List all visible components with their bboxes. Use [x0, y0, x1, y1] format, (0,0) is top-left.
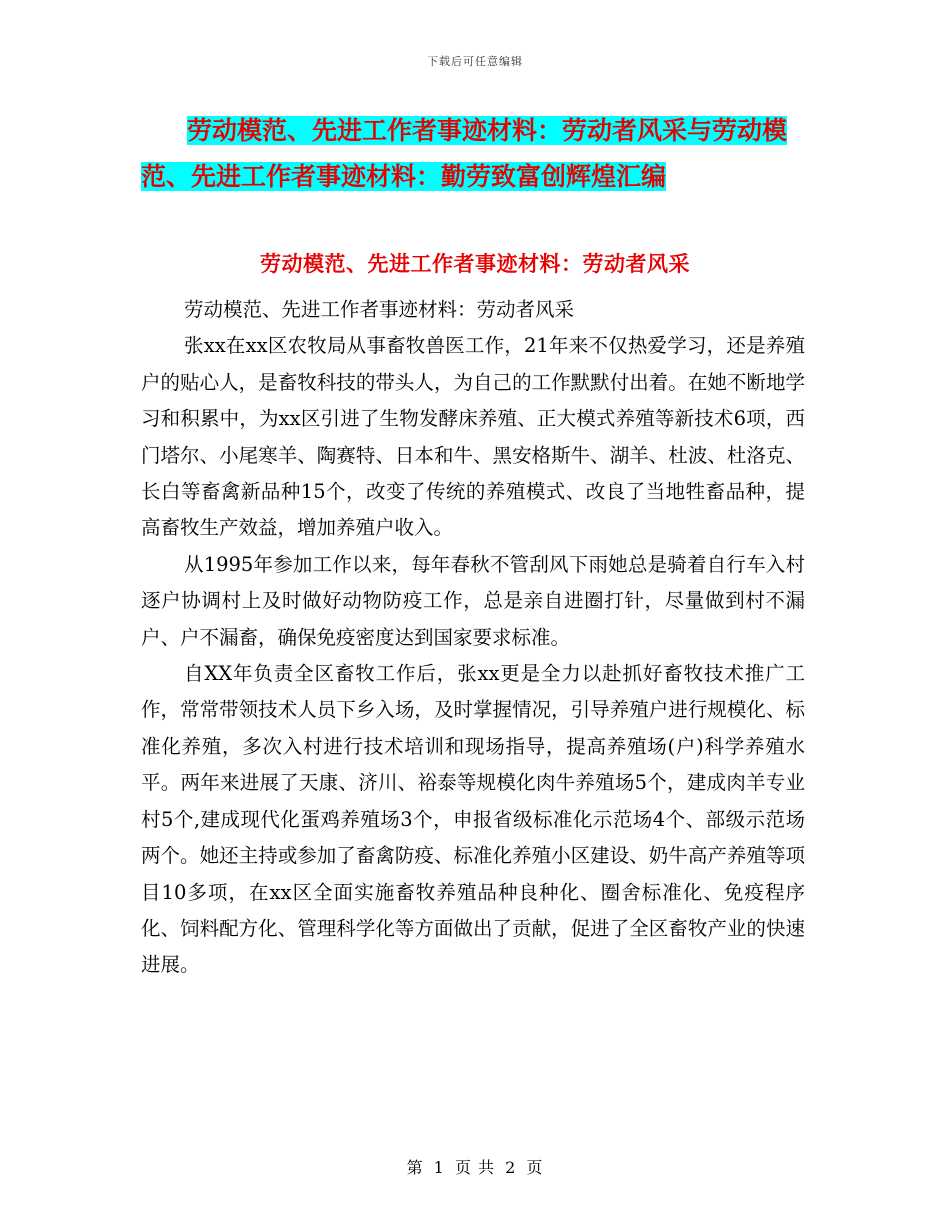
footer-suffix: 页	[526, 1158, 544, 1177]
paragraph: 从1995年参加工作以来，每年春秋不管刮风下雨她总是骑着自行车入村逐户协调村上及时做好动物防疫工作，总是亲自进圈打针，尽量做到村不漏户、户不漏畜，确保免疫密度达到国家要求标准。	[141, 552, 805, 649]
header-note: 下载后可任意编辑	[427, 55, 523, 68]
body-text	[141, 292, 805, 984]
footer-page-number: 1	[433, 1158, 445, 1177]
document-title	[141, 108, 811, 200]
footer-middle: 页 共	[454, 1158, 496, 1177]
document-title-text: 劳动模范、先进工作者事迹材料：劳动者风采与劳动模范、先进工作者事迹材料：勤劳致富创辉煌汇编	[141, 116, 788, 191]
page-footer	[0, 1155, 950, 1178]
footer-total-pages: 2	[505, 1158, 517, 1177]
paragraph: 张xx在xx区农牧局从事畜牧兽医工作，21年来不仅热爱学习，还是养殖户的贴心人，是畜牧科技的带头人，为自己的工作默默付出着。在她不断地学习和积累中，为xx区引进了生物发酵床养殖、正大模式养殖等新技术6项，西门塔尔、小尾寒羊、陶赛特、日本和牛、黑安格斯牛、湖羊、杜波、杜洛克、长白等畜禽新品种15个，改变了传统的养殖模式、改良了当地牲畜品种，提高畜牧生产效益，增加养殖户收入。	[141, 334, 805, 540]
paragraph: 自XX年负责全区畜牧工作后，张xx更是全力以赴抓好畜牧技术推广工作，常常带领技术人员下乡入场，及时掌握情况，引导养殖户进行规模化、标准化养殖，多次入村进行技术培训和现场指导，提高养殖场(户)科学养殖水平。两年来进展了天康、济川、裕泰等规模化肉牛养殖场5个，建成肉羊专业村5个,建成现代化蛋鸡养殖场3个，申报省级标准化示范场4个、部级示范场两个。她还主持或参加了畜禽防疫、标准化养殖小区建设、奶牛高产养殖等项目10多项，在xx区全面实施畜牧养殖品种良种化、圈舍标准化、免疫程序化、饲料配方化、管理科学化等方面做出了贡献，促进了全区畜牧产业的快速进展。	[141, 662, 805, 977]
section-title: 劳动模范、先进工作者事迹材料：劳动者风采	[260, 251, 690, 276]
footer-prefix: 第	[406, 1158, 424, 1177]
paragraph: 劳动模范、先进工作者事迹材料：劳动者风采	[184, 298, 575, 321]
